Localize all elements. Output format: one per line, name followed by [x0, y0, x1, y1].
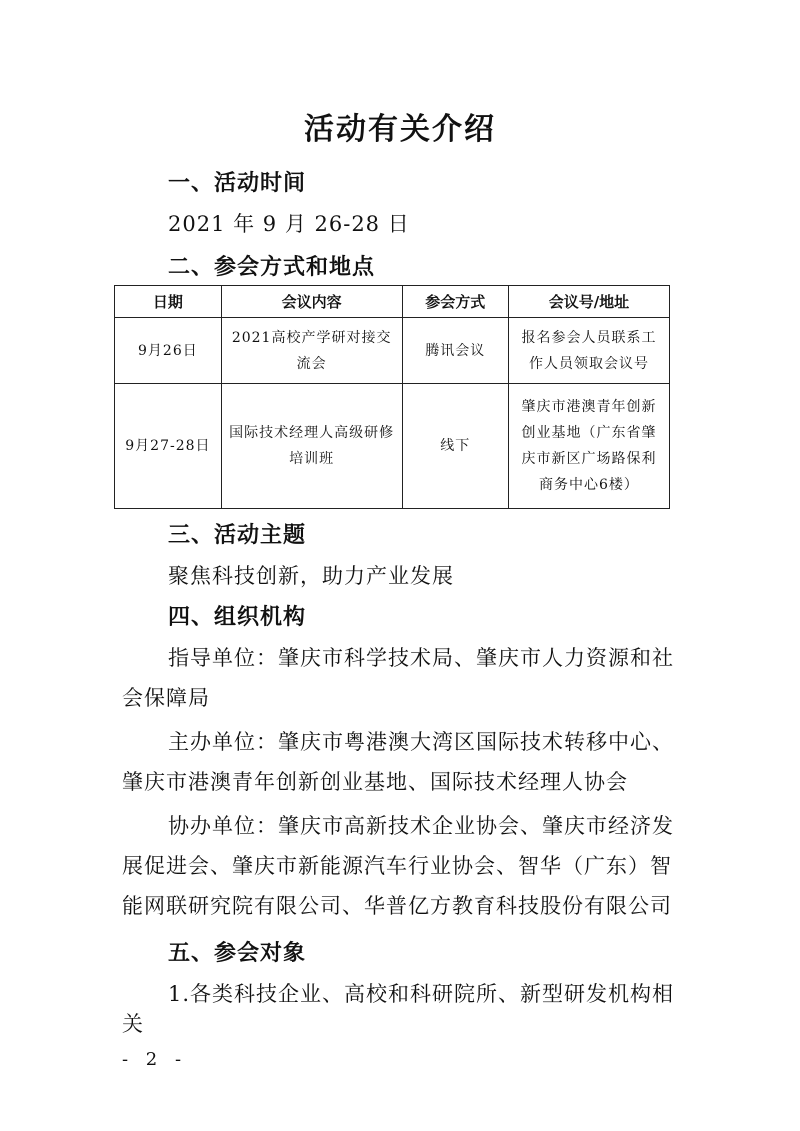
host-unit-text: 主办单位：肇庆市粤港澳大湾区国际技术转移中心、肇庆市港澳青年创新创业基地、国际技术经理人协会	[122, 730, 674, 794]
cell-address: 报名参会人员联系工作人员领取会议号	[508, 318, 669, 384]
guide-unit-text: 指导单位：肇庆市科学技术局、肇庆市人力资源和社会保障局	[122, 646, 674, 710]
cell-content: 2021高校产学研对接交流会	[221, 318, 402, 384]
table-row	[115, 318, 670, 384]
section-2-heading: 二、参会方式和地点	[168, 254, 376, 280]
guide-unit-paragraph	[122, 638, 682, 718]
cell-address: 肇庆市港澳青年创新创业基地（广东省肇庆市新区广场路保利商务中心6楼）	[508, 384, 669, 509]
co-unit-paragraph	[122, 806, 682, 926]
header-address: 会议号/地址	[508, 286, 669, 318]
cell-content: 国际技术经理人高级研修培训班	[221, 384, 402, 509]
cell-mode: 线下	[402, 384, 508, 509]
section-4-heading: 四、组织机构	[168, 604, 307, 630]
section-5-text	[122, 978, 682, 1038]
participants-text: 1.各类科技企业、高校和科研院所、新型研发机构相关	[122, 982, 675, 1036]
host-unit-paragraph	[122, 722, 682, 802]
header-content: 会议内容	[221, 286, 402, 318]
page-number: - 2 -	[122, 1049, 188, 1070]
cell-date: 9月26日	[115, 318, 222, 384]
table-header-row	[115, 286, 670, 318]
cell-mode: 腾讯会议	[402, 318, 508, 384]
cell-date: 9月27-28日	[115, 384, 222, 509]
section-1-text	[122, 208, 682, 238]
theme-text: 聚焦科技创新，助力产业发展	[168, 564, 454, 588]
co-unit-text: 协办单位：肇庆市高新技术企业协会、肇庆市经济发展促进会、肇庆市新能源汽车行业协会、智华（广东）智能网联研究院有限公司、华普亿方教育科技股份有限公司	[122, 814, 674, 918]
section-1-heading: 一、活动时间	[168, 170, 307, 196]
table-row	[115, 384, 670, 509]
event-date-text: 2021 年 9 月 26-28 日	[168, 212, 410, 236]
section-3-heading: 三、活动主题	[168, 522, 307, 548]
schedule-table	[114, 285, 670, 509]
header-mode: 参会方式	[402, 286, 508, 318]
section-3-text	[122, 560, 682, 590]
header-date: 日期	[115, 286, 222, 318]
document-title: 活动有关介绍	[304, 112, 496, 147]
section-5-heading: 五、参会对象	[168, 940, 307, 966]
